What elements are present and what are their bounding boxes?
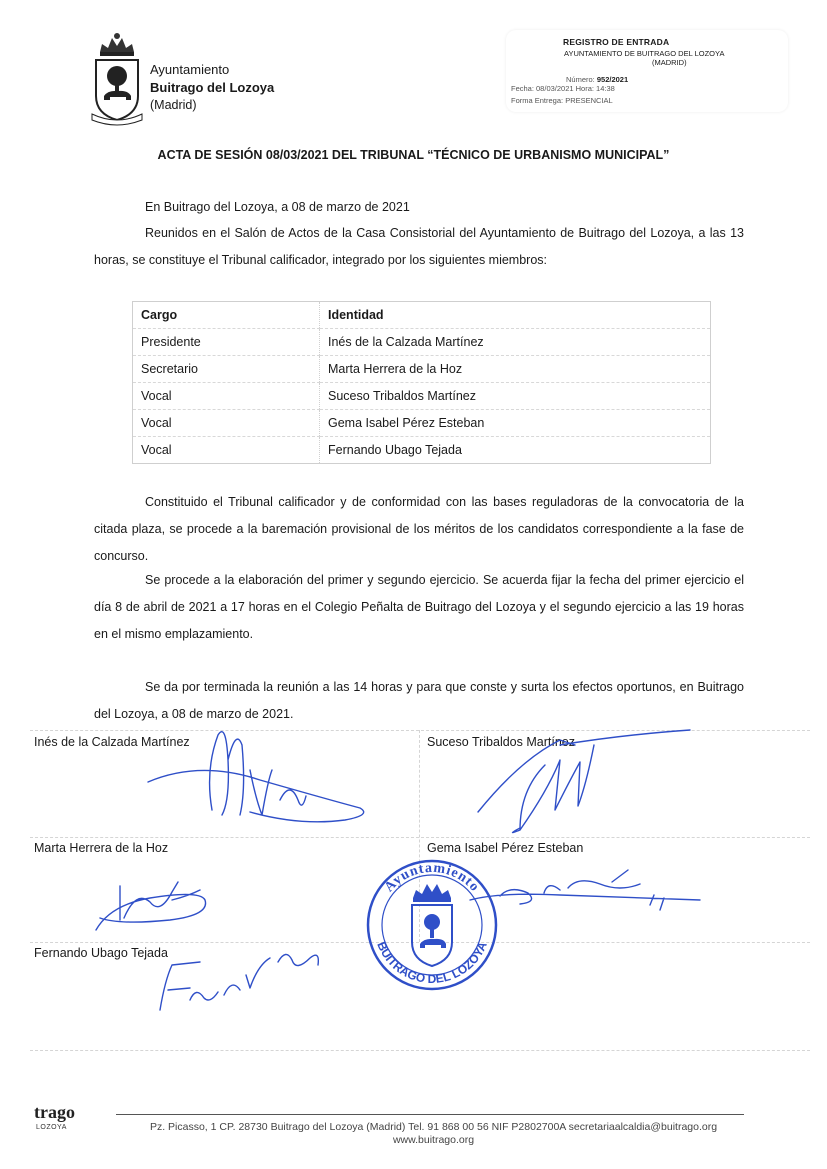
registry-date: Fecha: 08/03/2021 Hora: 14:38 xyxy=(511,84,615,93)
svg-text:Ayuntamiento xyxy=(382,861,482,895)
table-cell-identidad: Gema Isabel Pérez Esteban xyxy=(320,410,711,437)
registry-region: (MADRID) xyxy=(652,58,687,67)
table-cell-cargo: Presidente xyxy=(133,329,320,356)
signature-name-2: Suceso Tribaldos Martínez xyxy=(427,735,575,749)
table-header-identidad: Identidad xyxy=(320,302,711,329)
footer-address: Pz. Picasso, 1 CP. 28730 Buitrago del Lozoya (Madrid) Tel. 91 868 00 56 NIF P2802700A secretariaalcaldia@buitrago.org xyxy=(149,1121,718,1133)
table-header-cargo: Cargo xyxy=(133,302,320,329)
seal-top-text: Ayuntamiento xyxy=(381,860,483,896)
handwritten-signature-2 xyxy=(478,730,690,833)
signature-name-1: Inés de la Calzada Martínez xyxy=(34,735,190,749)
registry-number: Número: 952/2021 xyxy=(566,75,629,84)
org-name-line2: Buitrago del Lozoya xyxy=(150,80,275,95)
registry-title: REGISTRO DE ENTRADA xyxy=(563,37,670,47)
table-cell-cargo: Vocal xyxy=(133,437,320,464)
signature-name-5: Fernando Ubago Tejada xyxy=(34,946,168,960)
seal-bottom-text: BUITRAGO DEL LOZOYA xyxy=(374,939,490,986)
table-cell-cargo: Secretario xyxy=(133,356,320,383)
handwritten-signature-3 xyxy=(96,882,206,930)
document-title: ACTA DE SESIÓN 08/03/2021 DEL TRIBUNAL “TÉCNICO DE URBANISMO MUNICIPAL” xyxy=(157,148,670,162)
intro-paragraph: Reunidos en el Salón de Actos de la Casa Consistorial del Ayuntamiento de Buitrago del Lozoya, a las 13 horas, se constituye el Tribunal calificador, integrado por los siguientes miembros: xyxy=(94,226,744,267)
handwritten-signature-4 xyxy=(470,870,700,910)
table-cell-identidad: Inés de la Calzada Martínez xyxy=(320,329,711,356)
table-cell-identidad: Fernando Ubago Tejada xyxy=(320,437,711,464)
org-name-line1: Ayuntamiento xyxy=(150,62,230,77)
footer-brand-logo: trago xyxy=(34,1102,75,1122)
registry-delivery: Forma Entrega: PRESENCIAL xyxy=(511,96,613,105)
table-cell-identidad: Suceso Tribaldos Martínez xyxy=(320,383,711,410)
place-date: En Buitrago del Lozoya, a 08 de marzo de 2021 xyxy=(145,200,410,214)
svg-text:BUITRAGO DEL LOZOYA xyxy=(374,939,490,986)
table-cell-cargo: Vocal xyxy=(133,410,320,437)
handwritten-signature-1 xyxy=(148,732,364,822)
footer-brand-sub: LOZOYA xyxy=(36,1124,67,1131)
paragraph-closing: Se da por terminada la reunión a las 14 horas y para que conste y surta los efectos oportunos, en Buitrago del Lozoya, a 08 de marzo de 2021. xyxy=(94,680,744,721)
signature-name-4: Gema Isabel Pérez Esteban xyxy=(427,841,584,855)
registry-org: AYUNTAMIENTO DE BUITRAGO DEL LOZOYA xyxy=(564,49,725,58)
signature-name-3: Marta Herrera de la Hoz xyxy=(34,841,169,855)
paragraph-exercises: Se procede a la elaboración del primer y segundo ejercicio. Se acuerda fijar la fecha del primer ejercicio el día 8 de abril de 2021 a 17 horas en el Colegio Peñalta de Buitrago del Lozoya y el segundo ejercicio a las 19 horas en el mismo emplazamiento. xyxy=(94,573,744,641)
table-cell-cargo: Vocal xyxy=(133,383,320,410)
footer-website: www.buitrago.org xyxy=(392,1134,475,1146)
handwritten-signature-5 xyxy=(160,954,318,1010)
paragraph-constitution: Constituido el Tribunal calificador y de conformidad con las bases reguladoras de la convocatoria de la citada plaza, se procede a la baremación provisional de los méritos de los candidatos correspondiente a la fase de concurso. xyxy=(94,495,744,563)
table-cell-identidad: Marta Herrera de la Hoz xyxy=(320,356,711,383)
footer-divider xyxy=(116,1114,744,1115)
org-name-line3: (Madrid) xyxy=(150,98,197,112)
